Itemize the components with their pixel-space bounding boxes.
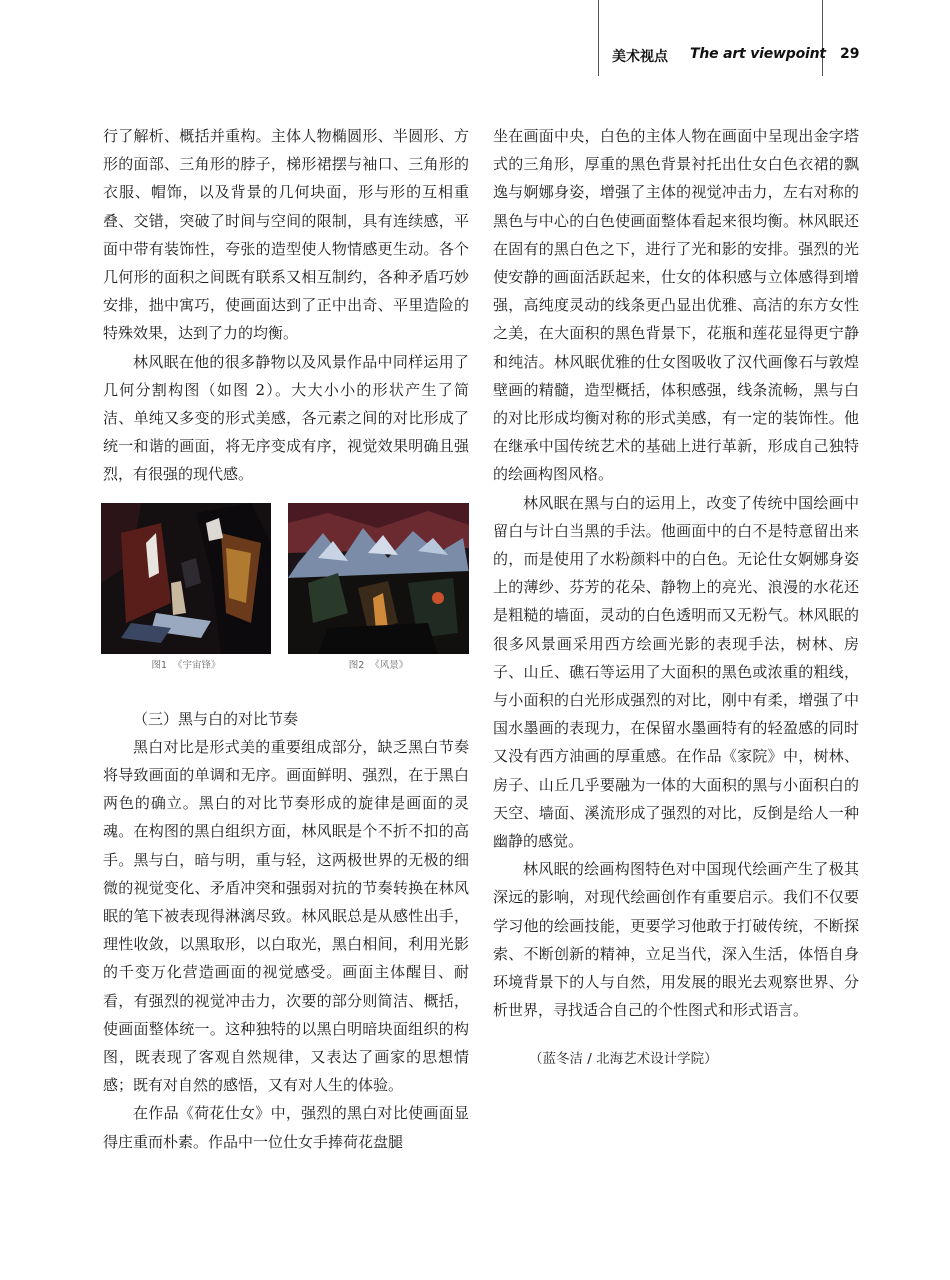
author-credit: （蓝冬洁 / 北海艺术设计学院） (529, 1050, 718, 1067)
paragraph: 在作品《荷花仕女》中，强烈的黑白对比使画面显得庄重而朴素。作品中一位仕女手捧荷花盘腿 (103, 1104, 469, 1151)
header-divider-right (822, 0, 823, 76)
paragraph: 林风眠在他的很多静物以及风景作品中同样运用了几何分割构图（如图 2）。大大小小的形状产生了简洁、单纯又多变的形式美感，各元素之间的对比形成了统一和谐的画面，将无序变成有序，视觉效果明确且强烈，有很强的现代感。 (103, 352, 469, 484)
painting-image-1 (101, 503, 271, 654)
figure-2 (288, 503, 469, 671)
paragraph: 林风眠在黑与白的运用上，改变了传统中国绘画中留白与计白当黑的手法。他画面中的白不是特意留出来的，而是使用了水粉颜料中的白色。无论仕女婀娜身姿上的薄纱、芬芳的花朵、静物上的亮光、浪漫的水花还是粗糙的墙面，灵动的白色透明而又无粉气。林风眠的很多风景画采用西方绘画光影的表现手法，树林、房子、山丘、礁石等运用了大面积的黑色或浓重的粗线，与小面积的白光形成强烈的对比，刚中有柔，增强了中国水墨画的表现力，在保留水墨画特有的轻盈感的同时又没有西方油画的厚重感。在作品《家院》中，树林、房子、山丘几乎要融为一体的大面积的黑与小面积白的天空、墙面、溪流形成了强烈的对比，反倒是给人一种幽静的感觉。 (493, 493, 859, 851)
paragraph: 行了解析、概括并重构。主体人物椭圆形、半圆形、方形的面部、三角形的脖子，梯形裙摆与袖口、三角形的衣服、帽饰，以及背景的几何块面，形与形的互相重叠、交错，突破了时间与空间的限制，具有连续感，平面中带有装饰性，夸张的造型使人物情感更生动。各个几何形的面积之间既有联系又相互制约，各种矛盾巧妙安排，拙中寓巧，使画面达到了正中出奇、平里造险的特殊效果，达到了力的均衡。 (103, 127, 469, 343)
figure-1-caption: 图1 《宇宙锋》 (151, 659, 221, 671)
paragraph: 黑白对比是形式美的重要组成部分，缺乏黑白节奏将导致画面的单调和无序。画面鲜明、强烈，在于黑白两色的确立。黑白的对比节奏形成的旋律是画面的灵魂。在构图的黑白组织方面，林风眠是个不折不扣的高手。黑与白，暗与明，重与轻，这两极世界的无极的细微的视觉变化、矛盾冲突和强弱对抗的节奏转换在林风眠的笔下被表现得淋漓尽致。林风眠总是从感性出手，理性收敛，以黑取形，以白取光，黑白相间，利用光影的千变万化营造画面的视觉感受。画面主体醒目、耐看，有强烈的视觉冲击力，次要的部分则简洁、概括，使画面整体统一。这种独特的以黑白明暗块面组织的构图，既表现了客观自然规律，又表达了画家的思想情感；既有对自然的感悟，又有对人生的体验。 (103, 737, 469, 1095)
paragraph: 坐在画面中央，白色的主体人物在画面中呈现出金字塔式的三角形，厚重的黑色背景衬托出仕女白色衣裙的飘逸与婀娜身姿，增强了主体的视觉冲击力，左右对称的黑色与中心的白色使画面整体看起来很均衡。林风眠还在固有的黑白色之下，进行了光和影的安排。强烈的光使安静的画面活跃起来，仕女的体积感与立体感得到增强，高纯度灵动的线条更凸显出优雅、高洁的东方女性之美，在大面积的黑色背景下，花瓶和莲花显得更宁静和纯洁。林风眠优雅的仕女图吸收了汉代画像石与敦煌壁画的精髓，造型概括，体积感强，线条流畅，黑与白的对比形成均衡对称的形式美感，有一定的装饰性。他在继承中国传统艺术的基础上进行革新，形成自己独特的绘画构图风格。 (493, 127, 859, 484)
header-divider-left (598, 0, 599, 76)
section-heading: （三）黑与白的对比节奏 (133, 709, 299, 728)
page-number: 29 (840, 46, 860, 62)
section-title-en: The art viewpoint (690, 46, 826, 62)
left-column (103, 122, 469, 1156)
figure-1 (101, 503, 271, 671)
section-title-cn: 美术视点 (612, 49, 668, 65)
paragraph: 林风眠的绘画构图特色对中国现代绘画产生了极其深远的影响，对现代绘画创作有重要启示。我们不仅要学习他的绘画技能，更要学习他敢于打破传统，不断探索、不断创新的精神，立足当代，深入生活，体悟自身环境背景下的人与自然，用发展的眼光去观察世界、分析世界，寻找适合自己的个性图式和形式语言。 (493, 860, 859, 1020)
figure-2-caption: 图2 《风景》 (348, 659, 409, 671)
painting-image-2 (288, 503, 469, 654)
right-column (493, 122, 859, 1073)
figure-row (103, 503, 469, 693)
